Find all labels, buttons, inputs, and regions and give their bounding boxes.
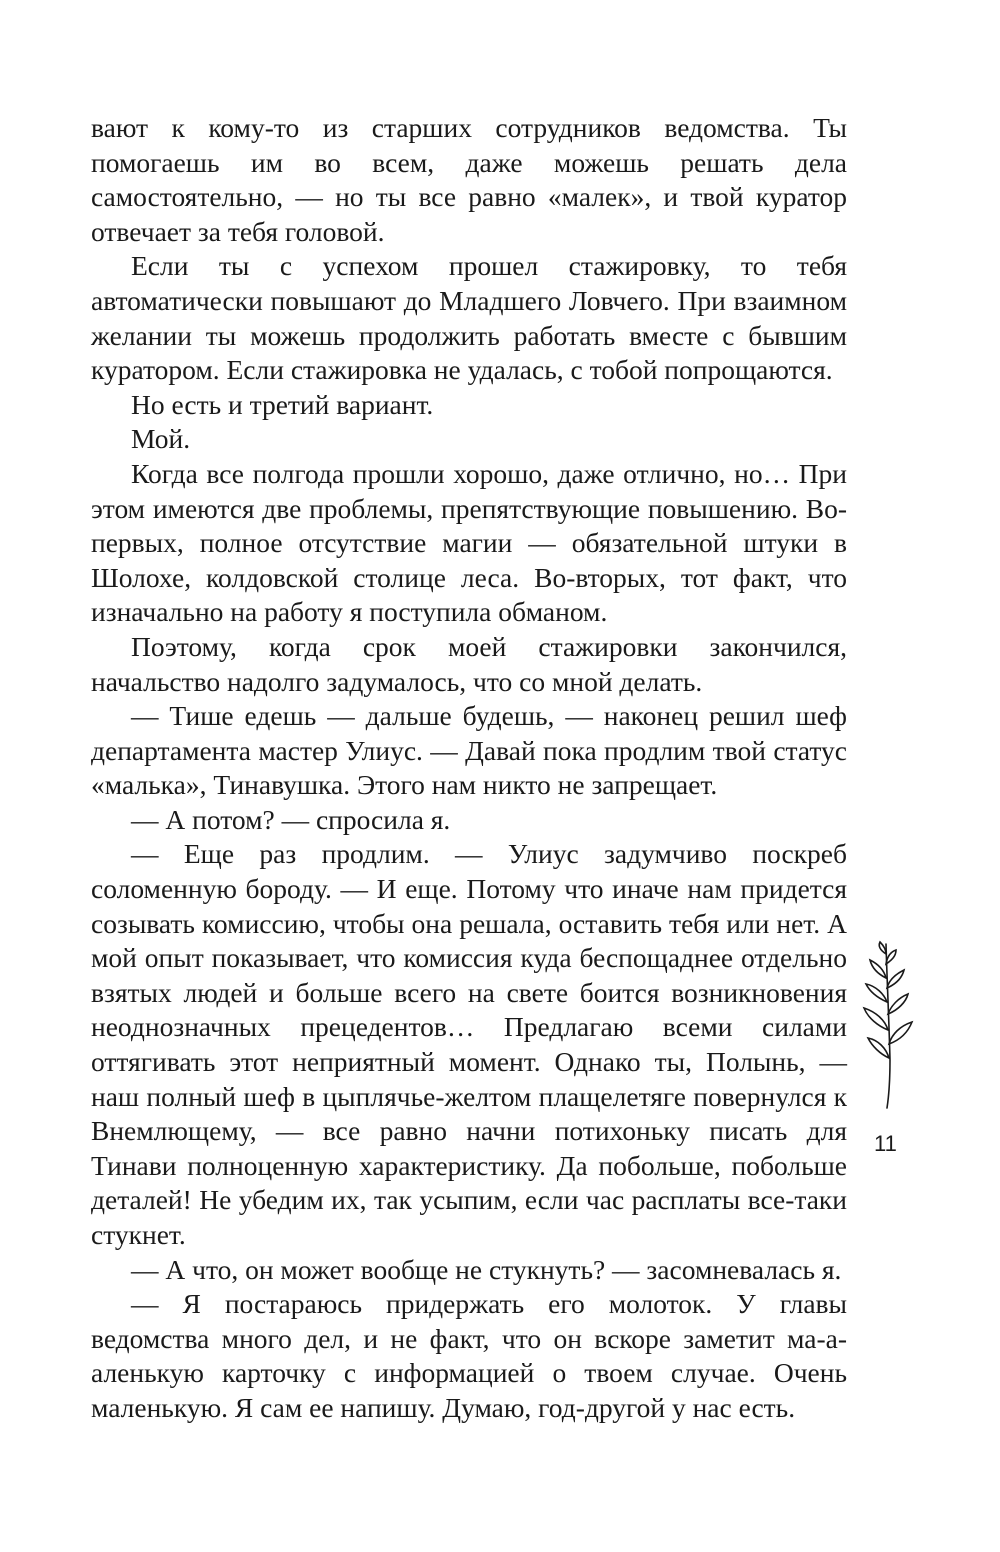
paragraph-2: Если ты с успехом прошел стажировку, то тебя автоматически повышают до Младшего Ловчего. При взаимном желании ты можешь продолжить работать вместе с бывшим куратором. Если стажировка не удалась, с тобой попрощаются. bbox=[91, 250, 847, 386]
body-text bbox=[91, 111, 847, 1426]
paragraph-1: вают к кому-то из старших сотрудников ведомства. Ты помогаешь им во всем, даже можешь решать дела самостоятельно, — но ты все равно «малек», и твой куратор отвечает за тебя головой. bbox=[91, 112, 847, 247]
paragraph-4: Мой. bbox=[131, 423, 191, 455]
paragraph-5: Когда все полгода прошли хорошо, даже отлично, но… При этом имеются две проблемы, препятствующие повышению. Во-первых, полное отсутствие магии — обязательной штуки в Шолохе, колдовской столице леса. Во-вторых, тот факт, что изначально на работу я поступила обманом. bbox=[91, 457, 847, 628]
paragraph-10: — А что, он может вообще не стукнуть? — засомневалась я. bbox=[131, 1253, 842, 1285]
leaf-sprig-icon bbox=[856, 940, 916, 1110]
page-number: 11 bbox=[874, 1131, 897, 1156]
paragraph-6: Поэтому, когда срок моей стажировки закончился, начальство надолго задумалось, что со мной делать. bbox=[91, 630, 847, 697]
paragraph-9: — Еще раз продлим. — Улиус задумчиво поскреб соломенную бороду. — И еще. Потому что иначе нам придется созывать комиссию, чтобы она решала, оставить тебя или нет. А мой опыт показывает, что комиссия куда беспощаднее отдельно взятых людей и больше всего на свете боится возникновения неоднозначных прецедентов… Предлагаю всеми силами оттягивать этот неприятный момент. Однако ты, Полынь, — наш полный шеф в цыплячье-желтом плащелетяге повернулся к Внемлющему, — все равно начни потихоньку писать для Тинави полноценную характеристику. Да побольше, побольше деталей! Не убедим их, так усыпим, если час расплаты все-таки стукнет. bbox=[91, 838, 847, 1250]
paragraph-8: — А потом? — спросила я. bbox=[131, 803, 451, 835]
paragraph-11: — Я постараюсь придержать его молоток. У главы ведомства много дел, и не факт, что он вскоре заметит ма-а-аленькую карточку с информацией о твоем случае. Очень маленькую. Я сам ее напишу. Думаю, год-другой у нас есть. bbox=[91, 1288, 847, 1423]
paragraph-3: Но есть и третий вариант. bbox=[131, 388, 434, 420]
paragraph-7: — Тише едешь — дальше будешь, — наконец решил шеф департамента мастер Улиус. — Давай пока продлим твой статус «малька», Тинавушка. Этого нам никто не запрещает. bbox=[91, 700, 847, 801]
